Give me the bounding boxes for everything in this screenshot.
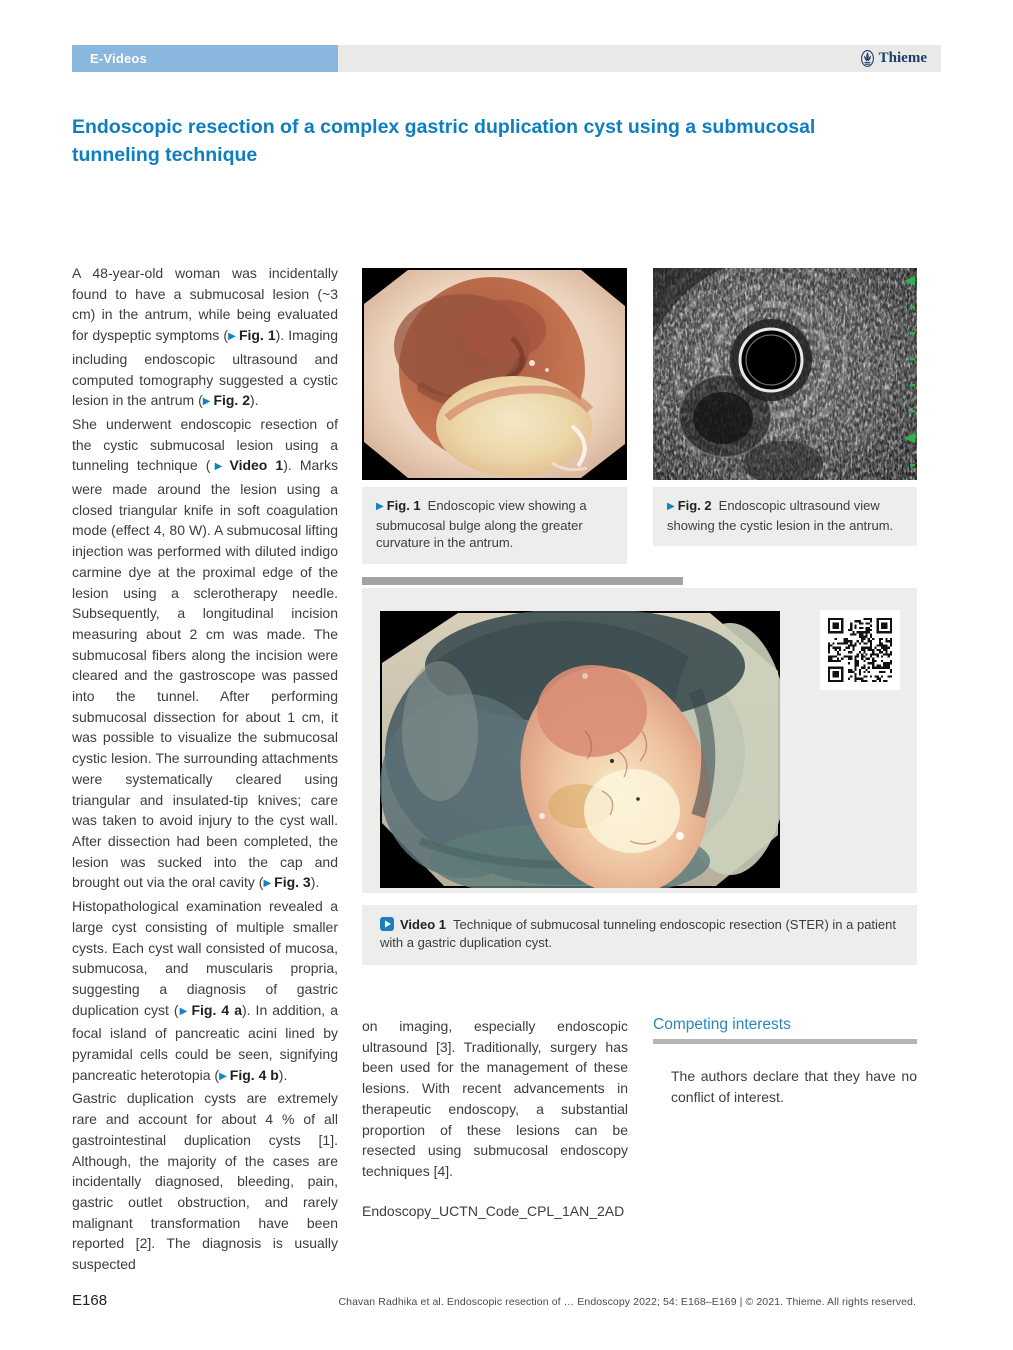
figure-2-caption [653,487,917,546]
body-paragraph: A 48-year-old woman was incidentally found to have a submucosal lesion (~3 cm) in the antrum, while being evaluated for dyspeptic symptoms (▶ Fig. 1). Imaging including endoscopic ultrasound and computed tomography suggested a cystic lesion in the antrum (▶ Fig. 2). [72,265,338,409]
publisher-name: Thieme [878,50,927,66]
video-panel [362,588,917,893]
body-paragraph: on imaging, especially endoscopic ultrasound [3]. Traditionally, surgery has been used for the management of these lesions. With recent advancements in therapeutic endoscopy, a substantial proportion of these lesions can be resected using submucosal endoscopy techniques [4]. [362,1018,628,1179]
figure-1-caption [362,487,627,564]
header-bar [72,45,941,72]
figure-reference: ▶ Fig. 3 [263,874,311,891]
thieme-crest-icon [861,50,874,67]
video-1-caption [362,905,917,965]
uctn-code: Endoscopy_UCTN_Code_CPL_1AN_2AD [362,1202,625,1219]
video-1-label: Video 1 [400,917,447,932]
figure-1-label: Fig. 1 [386,498,421,513]
article-title: Endoscopic resection of a complex gastric duplication cyst using a submucosal tunneling technique [72,116,816,167]
running-citation: Chavan Radhika et al. Endoscopic resection of … Endoscopy 2022; 54: E168–E169 | © 2021. Thieme. All rights reserved. [338,1296,916,1308]
body-column-left [72,263,338,1275]
section-rule [653,1039,917,1044]
body-paragraph: Gastric duplication cysts are extremely rare and account for about 4 % of all gastrointestinal duplication cysts [1]. Although, the majority of the cases are incidentally diagnosed, bleeding, pain, gastric outlet obstruction, and rarely malignant transformation have been reported [2]. The diagnosis is usually suspected [72,1090,338,1273]
figure-marker-icon: ▶ [667,501,675,512]
figure-1-image [362,268,627,480]
figure-reference: ▶ Fig. 1 [227,327,276,344]
body-column-middle [362,1016,628,1233]
competing-interests-heading: Competing interests [653,1016,791,1033]
competing-interests-text: The authors declare that they have no conflict of interest. [671,1068,917,1105]
qr-code [820,610,900,690]
figure-reference: ▶ Video 1 [210,457,284,474]
figure-reference: ▶ Fig. 2 [202,392,250,409]
competing-interests-section [653,1016,917,1107]
video-1-caption-text: Technique of submucosal tunneling endoscopic resection (STER) in a patient with a gastric duplication cyst. [380,917,896,950]
figure-2-image [653,268,917,480]
figure-2-caption-text: Endoscopic ultrasound view showing the cystic lesion in the antrum. [667,498,894,533]
figure-marker-icon: ▶ [376,501,384,512]
publisher-brand [861,45,927,72]
body-paragraph: Histopathological examination revealed a large cyst consisting of multiple smaller cysts. Each cyst wall consisted of mucosa, submucosa, and muscularis propria, suggesting a diagnosis of gastric duplication cyst (▶ Fig. 4 a). In addition, a focal island of pancreatic acini lined by pyramidal cells could be seen, signifying pancreatic heterotopia (▶ Fig. 4 b). [72,898,338,1083]
page-number: E168 [72,1292,108,1309]
video-1-still-image [380,611,780,888]
figure-reference: ▶ Fig. 4 b [219,1066,279,1083]
figure-1-caption-text: Endoscopic view showing a submucosal bulge along the greater curvature in the antrum. [376,498,587,550]
body-paragraph: She underwent endoscopic resection of the cystic submucosal lesion using a tunneling technique (▶ Video 1). Marks were made around the lesion using a closed triangular knife in soft coagulation mode (effect 4, 80 W). A submucosal lifting injection was performed with diluted indigo carmine dye at the proximal edge of the lesion using a sclerotherapy needle. Subsequently, a longitudinal incision measuring about 2 cm was made. The submucosal fibers along the incision were cleared and the gastroscope was passed into the tunnel. After performing submucosal dissection for about 1 cm, it was possible to visualize the submucosal cystic lesion. The surrounding attachments were systematically cleared using triangular and insulated-tip knives; care was taken to avoid injury to the cyst wall. After dissection had been completed, the lesion was sucked into the cap and brought out via the oral cavity (▶ Fig. 3). [72,415,338,891]
video-section-rule [362,577,683,585]
section-badge: E-Videos [72,45,338,72]
figure-reference: ▶ Fig. 4 a [178,1001,242,1018]
figure-2-label: Fig. 2 [677,498,712,513]
body-paragraphs [362,1016,628,1182]
play-icon [380,917,394,931]
